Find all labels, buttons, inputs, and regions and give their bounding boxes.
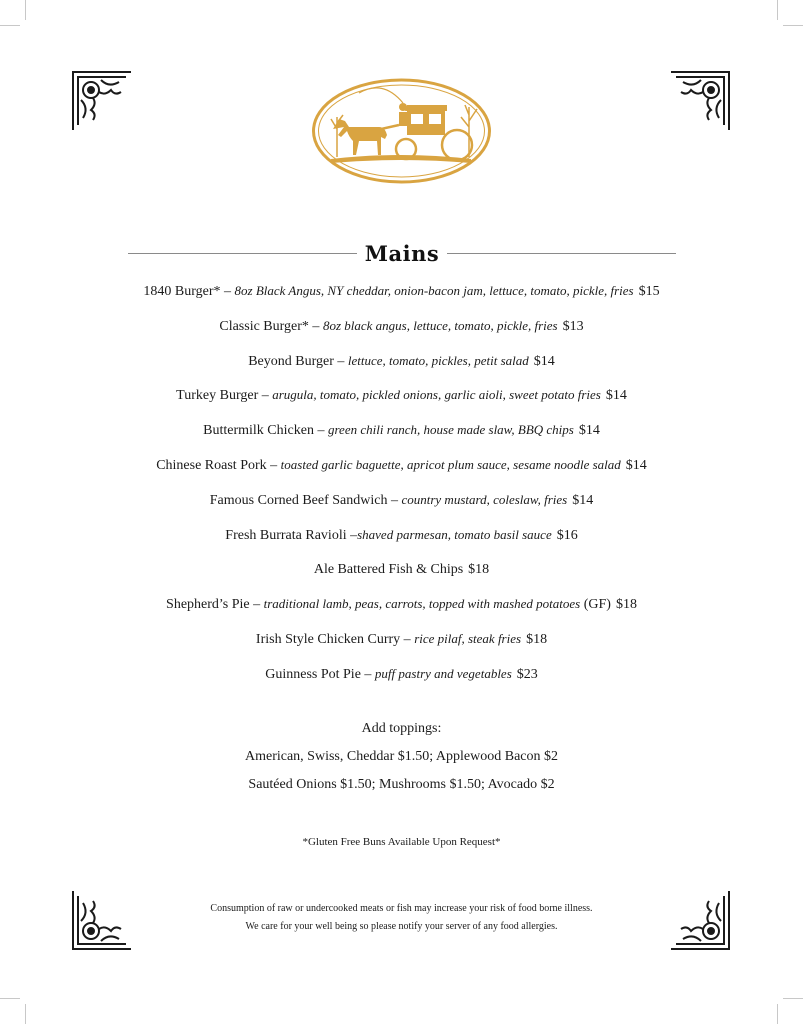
section-header — [128, 238, 676, 268]
crop-mark — [0, 25, 20, 26]
item-price: $18 — [468, 562, 490, 578]
item-description: arugula, tomato, pickled onions, garlic aioli, sweet potato fries — [272, 387, 601, 403]
toppings-section — [0, 716, 803, 800]
item-description: green chili ranch, house made slaw, BBQ chips — [327, 422, 574, 438]
item-description: traditional lamb, peas, carrots, topped with mashed potatoes — [263, 596, 581, 612]
item-name: Chinese Roast Pork – — [156, 457, 281, 473]
item-name: 1840 Burger* – — [143, 284, 235, 299]
menu-item — [0, 556, 803, 591]
item-description: 8oz black angus, lettuce, tomato, pickle, fries — [322, 317, 558, 333]
section-title: Mains — [364, 240, 440, 266]
disclaimer-line: We care for your well being so please notify your server of any food allergies. — [245, 921, 558, 932]
item-description: rice pilaf, steak fries — [414, 630, 522, 646]
crop-mark — [783, 25, 803, 26]
item-price: $13 — [562, 318, 584, 334]
gluten-free-note: *Gluten Free Buns Available Upon Request* — [302, 836, 501, 848]
item-description: toasted garlic baguette, apricot plum sauce, sesame noodle salad — [280, 456, 621, 472]
item-name: Irish Style Chicken Curry – — [255, 631, 415, 647]
menu-item — [0, 626, 803, 661]
menu-item — [0, 382, 803, 417]
item-name: Shepherd’s Pie – — [166, 597, 264, 613]
menu-item — [0, 313, 803, 348]
crop-mark — [777, 1004, 778, 1024]
item-name: Buttermilk Chicken – — [203, 423, 328, 439]
item-price: $18 — [526, 631, 548, 647]
item-price: $18 — [615, 597, 637, 613]
item-price: $14 — [572, 492, 594, 508]
item-note: (GF) — [580, 597, 611, 613]
item-price: $16 — [556, 527, 578, 543]
toppings-line: American, Swiss, Cheddar $1.50; Applewood Bacon $2 — [244, 749, 558, 764]
menu-item — [0, 487, 803, 522]
item-description: puff pastry and vegetables — [374, 665, 512, 681]
item-name: Beyond Burger – — [248, 353, 348, 369]
item-price: $14 — [605, 388, 627, 404]
menu-item — [0, 452, 803, 487]
toppings-line: Sautéed Onions $1.50; Mushrooms $1.50; Avocado $2 — [248, 777, 555, 792]
item-name: Classic Burger* – — [219, 318, 323, 334]
item-name: Famous Corned Beef Sandwich – — [209, 492, 402, 508]
title-rule-left — [128, 253, 357, 254]
item-name: Ale Battered Fish & Chips — [313, 562, 464, 578]
item-description: shaved parmesan, tomato basil sauce — [357, 526, 552, 542]
item-price: $14 — [533, 353, 555, 369]
crop-mark — [777, 0, 778, 20]
ornate-corner-icon — [669, 70, 731, 132]
item-price: $15 — [638, 284, 660, 299]
item-description: country mustard, coleslaw, fries — [401, 491, 568, 507]
ornate-corner-icon — [71, 70, 133, 132]
crop-mark — [25, 0, 26, 20]
menu-item — [0, 661, 803, 696]
crop-mark — [783, 998, 803, 999]
disclaimer-line: Consumption of raw or undercooked meats or fish may increase your risk of food borne illness. — [210, 903, 593, 914]
item-price: $23 — [516, 666, 538, 682]
item-name: Fresh Burrata Ravioli – — [225, 527, 358, 543]
item-price: $14 — [578, 423, 600, 439]
toppings-heading: Add toppings: — [361, 721, 442, 736]
menu-item — [0, 522, 803, 557]
item-name: Guinness Pot Pie – — [265, 666, 375, 682]
horse-carriage-logo — [311, 77, 492, 185]
menu-list — [0, 278, 803, 696]
item-description: lettuce, tomato, pickles, petit salad — [347, 352, 529, 368]
item-price: $14 — [625, 457, 647, 473]
menu-item — [0, 591, 803, 626]
allergy-disclaimer — [0, 900, 803, 936]
menu-item — [0, 348, 803, 383]
crop-mark — [25, 1004, 26, 1024]
menu-item — [0, 417, 803, 452]
item-description: 8oz Black Angus, NY cheddar, onion-bacon jam, lettuce, tomato, pickle, fries — [234, 283, 634, 298]
item-name: Turkey Burger – — [176, 388, 273, 404]
crop-mark — [0, 998, 20, 999]
menu-item — [0, 278, 803, 313]
title-rule-right — [447, 253, 676, 254]
